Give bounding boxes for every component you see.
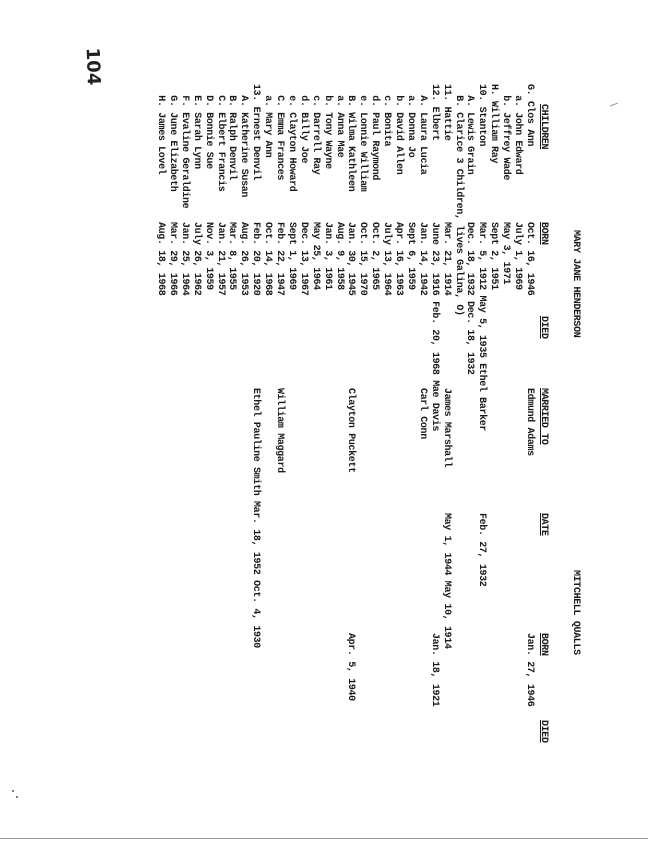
row-date: May 1, 1944 May 10, 1914	[440, 513, 452, 649]
family-record-sheet	[115, 80, 585, 780]
row-name: E. Sarah Lynn	[190, 84, 202, 169]
row-name: e. Lonnie William	[357, 84, 369, 192]
row-married: Edmund Adams	[524, 388, 535, 456]
header-died-spouse: DIED	[538, 720, 549, 743]
row-born: Dec. 18, 1932 Dec. 18, 1932	[464, 222, 476, 375]
row-born: July 1, 1969	[512, 222, 524, 290]
row-name: A. Laura Lucia	[416, 84, 428, 175]
row-name: D. Bonnie Sue	[202, 84, 214, 169]
row-born2: Apr. 5, 1940	[345, 633, 357, 701]
row-name: C. Emma Frances	[274, 84, 286, 181]
row-name: H. William Ray	[488, 84, 500, 164]
row-name: B. Wilma Kathleen	[345, 84, 357, 192]
row-born: Sept 6, 1959	[405, 222, 416, 290]
row-married: William Maggard	[274, 388, 286, 473]
title-left: MARY JANE HENDERSON	[570, 230, 581, 338]
row-name: d. Billy Joe	[297, 84, 309, 164]
row-born: Jan. 25, 1964	[178, 222, 190, 296]
row-born: Jan. 30, 1945	[345, 222, 357, 296]
row-born: Feb. 20, 1920	[250, 222, 262, 296]
row-born: Jan. 14, 1942	[416, 222, 428, 296]
row-name: c. Bonita	[381, 84, 393, 147]
row-born: Jan. 3, 1961	[321, 222, 333, 290]
scan-tick	[610, 103, 618, 107]
page-number: 104	[81, 47, 104, 86]
row-born: Nov. 3, 1959	[202, 222, 214, 290]
header-born: BORN	[538, 222, 549, 245]
row-born: Mar. 5, 1912 May 5, 1935 Ethel Barker	[476, 222, 488, 432]
row-name: a. Mary Ann	[262, 84, 274, 158]
row-born: July 26, 1962	[190, 222, 202, 296]
row-name: F. Evaline Geraldine	[178, 84, 190, 209]
row-name: 11. Hattie	[440, 84, 452, 141]
row-name: 12. Elbert	[428, 84, 440, 141]
row-name: a. John Edward	[512, 84, 524, 175]
row-born: Mar. 29, 1966	[167, 222, 178, 296]
row-born: Mar. 8, 1955	[226, 222, 238, 290]
row-name: G. Clos Ann	[524, 84, 535, 147]
row-born: Dec. 13, 1967	[297, 222, 309, 296]
row-born: Sept 2, 1951	[488, 222, 500, 290]
row-name: e. Clayton Howard	[286, 84, 297, 192]
header-married-to: MARRIED TO	[538, 388, 549, 445]
header-children: CHILDREN	[538, 104, 549, 150]
row-born: July 13, 1964	[381, 222, 393, 296]
row-name: 10. Stanton	[476, 84, 488, 147]
row-born: Oct. 14, 1968	[262, 222, 274, 296]
row-born: Mar. 21, 1914	[440, 222, 452, 296]
row-born: May 3, 1971	[500, 222, 512, 285]
row-born: Aug. 26, 1953	[238, 222, 250, 296]
row-born: Aug. 18, 1968	[155, 222, 167, 296]
row-married: Carl Conn	[416, 388, 428, 439]
row-name: B. Clarice 3 Children, lives Galina, O)	[452, 84, 464, 316]
row-name: B. Ralph Denvil	[226, 84, 238, 181]
row-born: Apr. 16, 1963	[393, 222, 405, 296]
row-born: June 23, 1916 Feb. 20, 1968 Mae Davis	[428, 222, 440, 432]
row-married: Ethel Pauline Smith Mar. 18, 1952 Oct. 4, 1930	[250, 388, 262, 648]
row-name: d. Paul Raymond	[369, 84, 381, 181]
row-name: H. James Lovel	[155, 84, 167, 175]
header-died: DIED	[538, 316, 549, 339]
row-married: James Marshall	[440, 388, 452, 468]
row-name: a. Donna Jo	[405, 84, 416, 158]
row-name: C. Elbert Francis	[214, 84, 226, 192]
row-born2: Jan. 27, 1946	[524, 633, 535, 707]
row-born: Jan. 21, 1957	[214, 222, 226, 296]
row-married: Clayton Puckett	[345, 388, 357, 473]
title-right: MITCHELL QUALLS	[570, 570, 581, 655]
row-name: b. David Allen	[393, 84, 405, 175]
row-born: Oct. 16, 1946	[524, 222, 535, 296]
row-name: G. June Elizabeth	[167, 84, 178, 192]
row-born: Sept 1, 1969	[286, 222, 297, 290]
row-date: Feb. 27, 1932	[476, 513, 488, 587]
row-name: 13. Ernest Denvil	[250, 84, 262, 181]
row-name: c. Darrell Ray	[309, 84, 321, 175]
row-name: A. Lewis Grain	[464, 84, 476, 175]
row-born: Feb. 22, 1947	[274, 222, 286, 296]
bottom-scan-edge	[0, 838, 648, 839]
row-name: A. Katherine Susan	[238, 84, 250, 198]
row-born: May 25, 1964	[309, 222, 321, 290]
header-date: DATE	[538, 513, 549, 536]
row-name: b. Jeffrey Wade	[500, 84, 512, 181]
row-born: Oct. 15, 1970	[357, 222, 369, 296]
row-name: a. Anna Mae	[333, 84, 345, 158]
row-name: b. Tony Wayne	[321, 84, 333, 169]
row-born: Aug. 9, 1958	[333, 222, 345, 290]
header-born-spouse: BORN	[538, 633, 549, 656]
scan-speck	[16, 796, 18, 798]
scan-speck	[12, 790, 14, 792]
row-born: Oct. 2, 1965	[369, 222, 381, 290]
row-born2: Jan. 18, 1921	[428, 633, 440, 707]
